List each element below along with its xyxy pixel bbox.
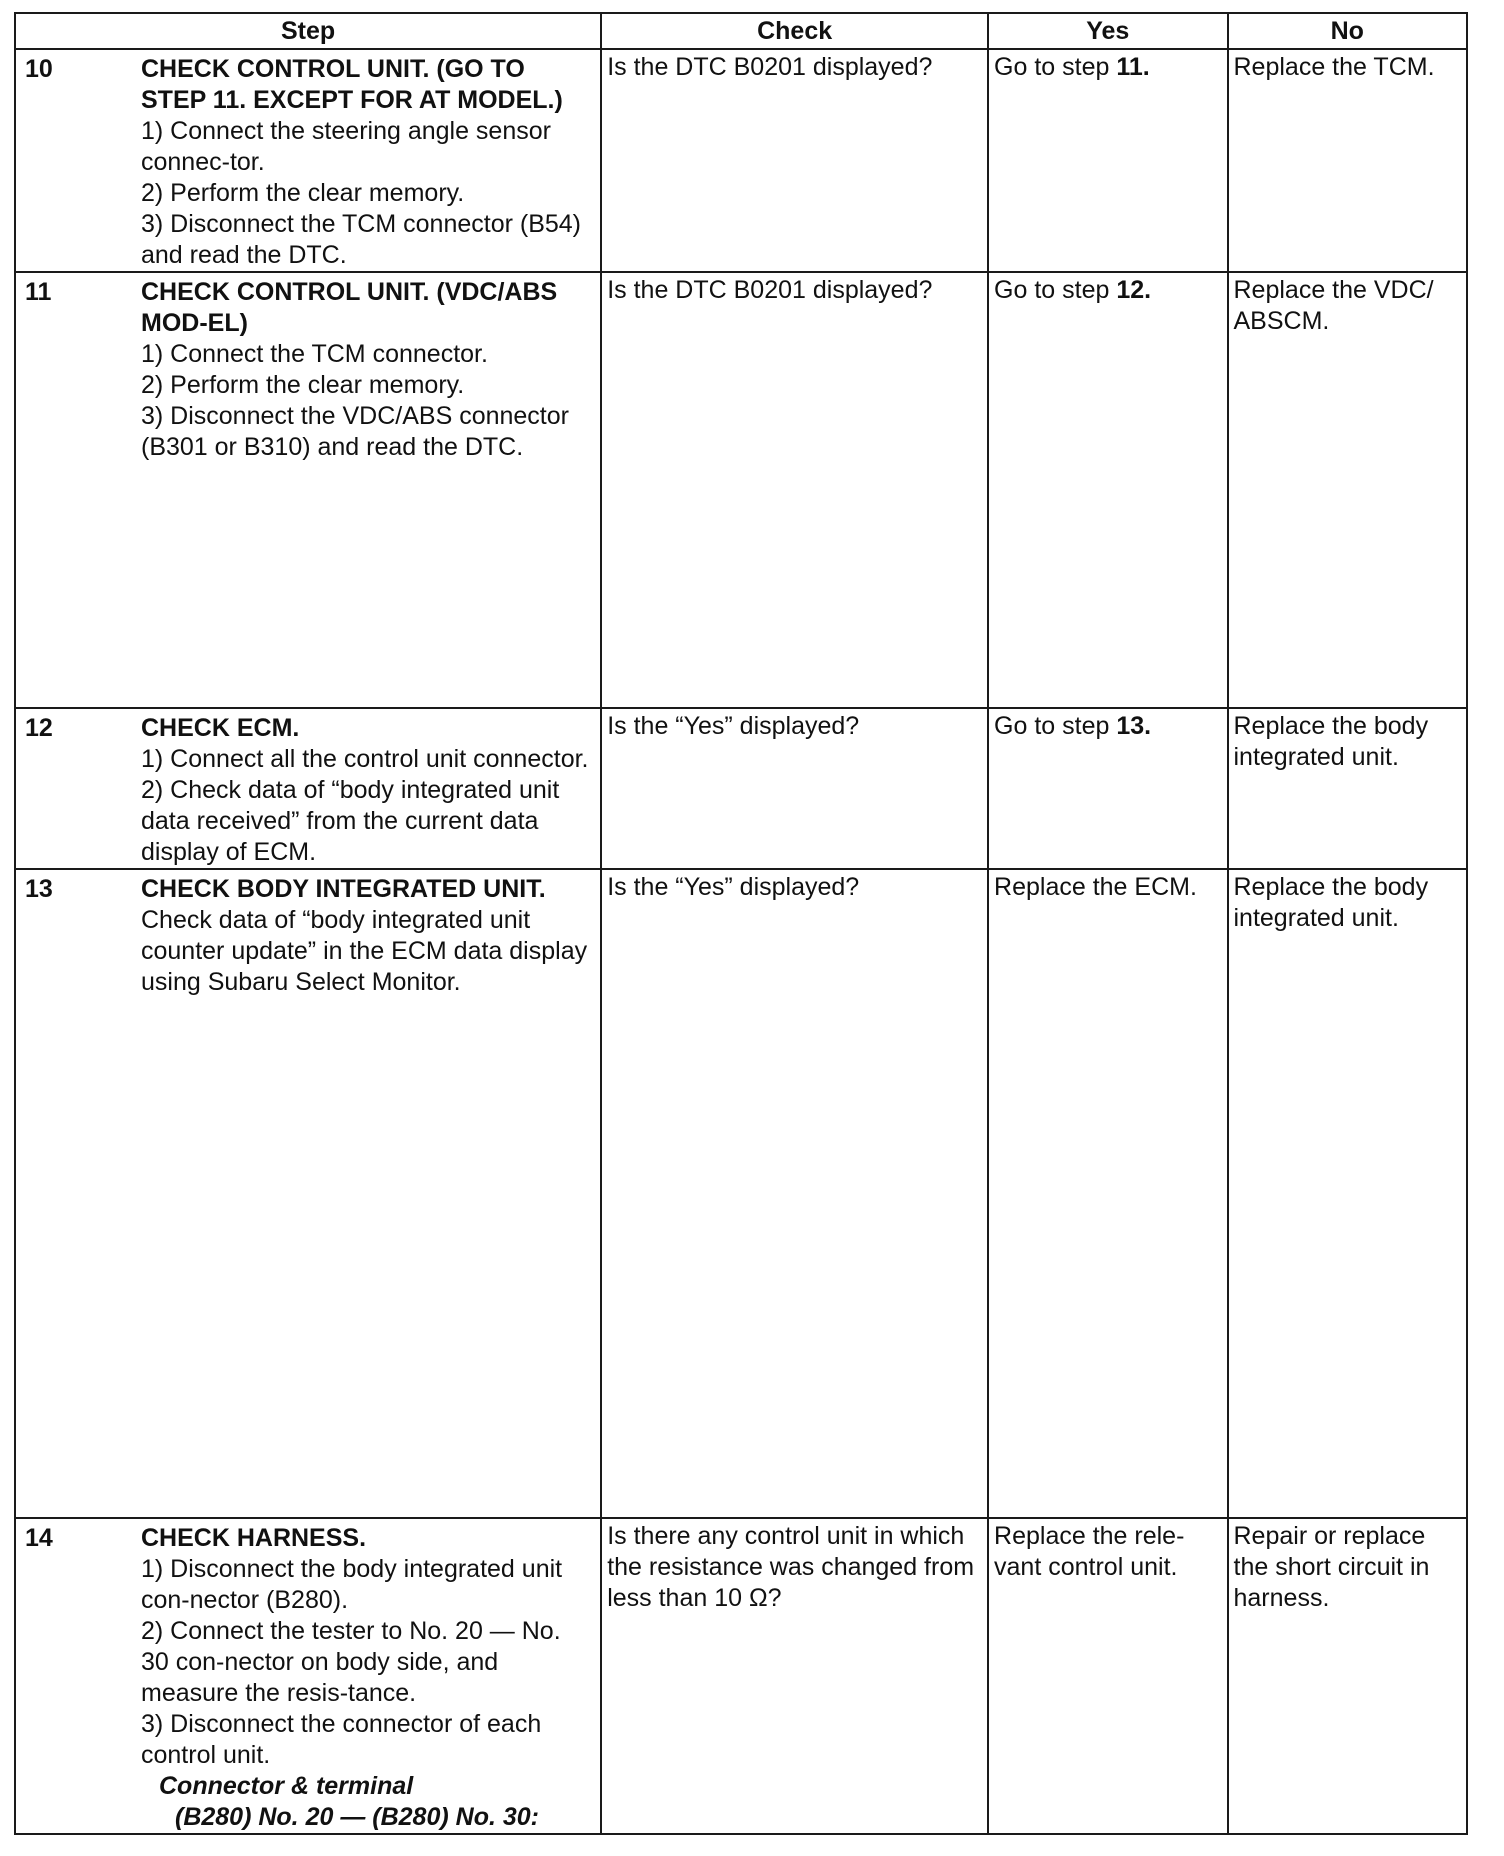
no-cell: Repair or replace the short circuit in harness. [1228,1518,1468,1834]
step-line: 1) Connect the TCM connector. [141,340,488,368]
step-title: CHECK ECM. [141,714,300,742]
yes-cell [988,708,1227,869]
step-number: 14 [25,1524,53,1552]
step-title: CHECK HARNESS. [141,1524,367,1552]
yes-step-ref: 11. [1116,53,1150,81]
header-row [15,13,1467,49]
step-line: 2) Connect the tester to No. 20 — No. 30 con-nector on body side, and measure the resis-tance. [141,1617,561,1707]
no-cell: Replace the TCM. [1228,49,1468,272]
table-row [15,869,1467,1518]
step-cell [15,272,601,708]
step-line: 1) Disconnect the body integrated unit con-nector (B280). [141,1555,563,1614]
yes-prefix: Go to step [994,53,1117,81]
step-number: 13 [25,875,53,903]
step-line: 2) Perform the clear memory. [141,371,465,399]
diagnostic-table [14,12,1468,1835]
step-line: 3) Disconnect the connector of each control unit. [141,1710,542,1769]
step-line: 3) Disconnect the VDC/ABS connector (B301 or B310) and read the DTC. [141,402,569,461]
header-check: Check [601,13,988,49]
check-cell: Is the “Yes” displayed? [601,708,988,869]
table-row [15,708,1467,869]
step-cell [15,49,601,272]
yes-prefix: Go to step [994,276,1117,304]
header-yes: Yes [988,13,1227,49]
step-cell [15,1518,601,1834]
table-row [15,1518,1467,1834]
step-title: CHECK BODY INTEGRATED UNIT. [141,875,546,903]
yes-cell: Replace the ECM. [988,869,1227,1518]
step-line: 2) Check data of “body integrated unit data received” from the current data display of ECM. [141,776,560,866]
step-body [135,52,595,271]
check-cell: Is the “Yes” displayed? [601,869,988,1518]
step-number: 10 [25,55,53,83]
table-row [15,272,1467,708]
yes-step-ref: 13. [1116,712,1152,740]
step-number: 12 [25,714,53,742]
step-line: 1) Connect the steering angle sensor connec-tor. [141,117,551,176]
spec-label: Connector & terminal [159,1772,414,1800]
check-cell: Is the DTC B0201 displayed? [601,272,988,708]
step-line: 3) Disconnect the TCM connector (B54) and read the DTC. [141,210,582,269]
yes-step-ref: 12. [1116,276,1152,304]
step-body [135,1521,595,1833]
header-step: Step [15,13,601,49]
step-line: 2) Perform the clear memory. [141,179,465,207]
header-no: No [1228,13,1468,49]
spec-value: (B280) No. 20 — (B280) No. 30: [175,1803,539,1831]
table-row [15,49,1467,272]
step-cell [15,869,601,1518]
yes-cell: Replace the rele-vant control unit. [988,1518,1227,1834]
yes-cell [988,272,1227,708]
no-cell: Replace the body integrated unit. [1228,708,1468,869]
no-cell: Replace the body integrated unit. [1228,869,1468,1518]
step-body [135,275,595,463]
step-line: Check data of “body integrated unit counter update” in the ECM data display using Subaru Select Monitor. [141,906,588,996]
check-cell: Is the DTC B0201 displayed? [601,49,988,272]
step-title: CHECK CONTROL UNIT. (VDC/ABS MOD-EL) [141,278,558,337]
step-number: 11 [25,278,52,306]
step-line: 1) Connect all the control unit connector. [141,745,589,773]
yes-prefix: Go to step [994,712,1117,740]
step-body [135,711,595,868]
yes-cell [988,49,1227,272]
step-title: CHECK CONTROL UNIT. (GO TO STEP 11. EXCEPT FOR AT MODEL.) [141,55,563,114]
step-body [135,872,595,998]
check-cell: Is there any control unit in which the resistance was changed from less than 10 Ω? [601,1518,988,1834]
step-cell [15,708,601,869]
no-cell: Replace the VDC/ ABSCM. [1228,272,1468,708]
